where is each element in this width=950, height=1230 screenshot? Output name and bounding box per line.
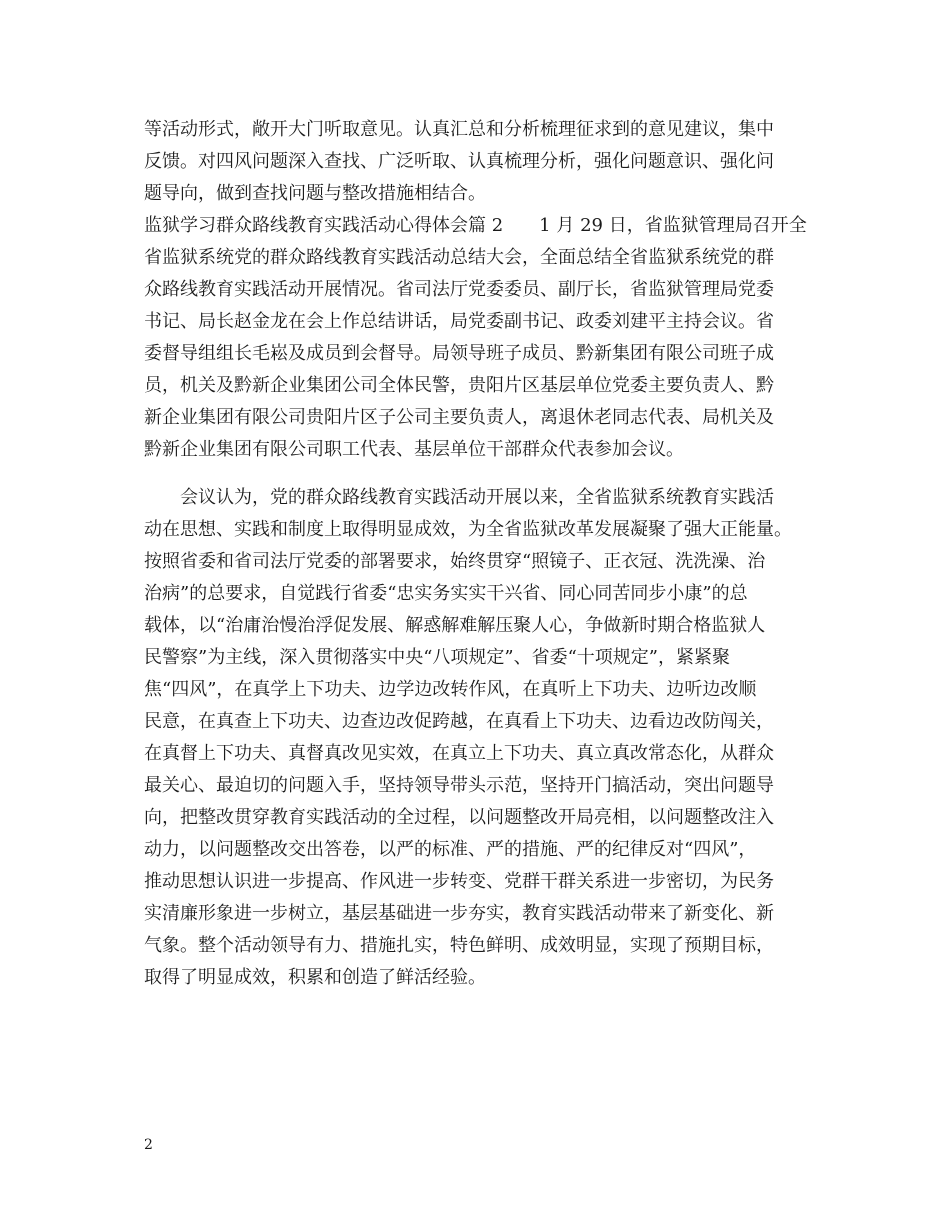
- text-line: 实清廉形象进一步树立，基层基础进一步夯实，教育实践活动带来了新变化、新: [144, 903, 774, 924]
- text-line: 最关心、最迫切的问题入手，坚持领导带头示范，坚持开门搞活动，突出问题导: [144, 775, 774, 796]
- text-line: 等活动形式，敞开大门听取意见。认真汇总和分析梳理征求到的意见建议，集中: [144, 119, 774, 140]
- text-line: 省监狱系统党的群众路线教育实践活动总结大会，全面总结全省监狱系统党的群: [144, 247, 774, 268]
- text-line: 黔新企业集团有限公司职工代表、基层单位干部群众代表参加会议。: [144, 439, 684, 460]
- text-line: 在真督上下功夫、真督真改见实效，在真立上下功夫、真立真改常态化，从群众: [144, 743, 774, 764]
- text-line: 民警察”为主线，深入贯彻落实中央“八项规定”、省委“十项规定”，紧紧聚: [144, 647, 731, 668]
- text-line: 众路线教育实践活动开展情况。省司法厅党委委员、副厅长，省监狱管理局党委: [144, 279, 774, 300]
- text-line: 焦“四风”，在真学上下功夫、边学边改转作风，在真听上下功夫、边听边改顺: [144, 679, 757, 700]
- text-line: 会议认为，党的群众路线教育实践活动开展以来，全省监狱系统教育实践活: [144, 487, 774, 508]
- text-line: 按照省委和省司法厅党委的部署要求，始终贯穿“照镜子、正衣冠、洗洗澡、治: [144, 551, 766, 572]
- text-line: 题导向，做到查找问题与整改措施相结合。: [144, 183, 486, 204]
- text-line: 推动思想认识进一步提高、作风进一步转变、党群干群关系进一步密切，为民务: [144, 871, 774, 892]
- paragraph-gap: [144, 466, 814, 482]
- text-line: 新企业集团有限公司贵阳片区子公司主要负责人，离退休老同志代表、局机关及: [144, 407, 774, 428]
- text-line: 气象。整个活动领导有力、措施扎实，特色鲜明、成效明显，实现了预期目标，: [144, 935, 774, 956]
- document-body: [144, 114, 814, 994]
- text-line: 载体，以“治庸治慢治浮促发展、解惑解难解压聚人心，争做新时期合格监狱人: [144, 615, 766, 636]
- text-line: 委督导组组长毛崧及成员到会督导。局领导班子成员、黔新集团有限公司班子成: [144, 343, 774, 364]
- article-heading-line: 监狱学习群众路线教育实践活动心得体会篇 2 1 月 29 日，省监狱管理局召开全: [144, 215, 807, 236]
- text-line: 向，把整改贯穿教育实践活动的全过程，以问题整改开局亮相，以问题整改注入: [144, 807, 774, 828]
- text-line: 动力，以问题整改交出答卷，以严的标准、严的措施、严的纪律反对“四风”，: [144, 839, 757, 860]
- text-line: 取得了明显成效，积累和创造了鲜活经验。: [144, 967, 486, 988]
- text-line: 员，机关及黔新企业集团公司全体民警，贵阳片区基层单位党委主要负责人、黔: [144, 375, 774, 396]
- text-line: 动在思想、实践和制度上取得明显成效，为全省监狱改革发展凝聚了强大正能量。: [144, 519, 792, 540]
- text-line: 治病”的总要求，自觉践行省委“忠实务实实干兴省、同心同苦同步小康”的总: [144, 583, 748, 604]
- text-line: 反馈。对四风问题深入查找、广泛听取、认真梳理分析，强化问题意识、强化问: [144, 151, 774, 172]
- page-number: 2: [144, 1137, 153, 1153]
- text-line: 书记、局长赵金龙在会上作总结讲话，局党委副书记、政委刘建平主持会议。省: [144, 311, 774, 332]
- text-line: 民意，在真查上下功夫、边查边改促跨越，在真看上下功夫、边看边改防闯关，: [144, 711, 774, 732]
